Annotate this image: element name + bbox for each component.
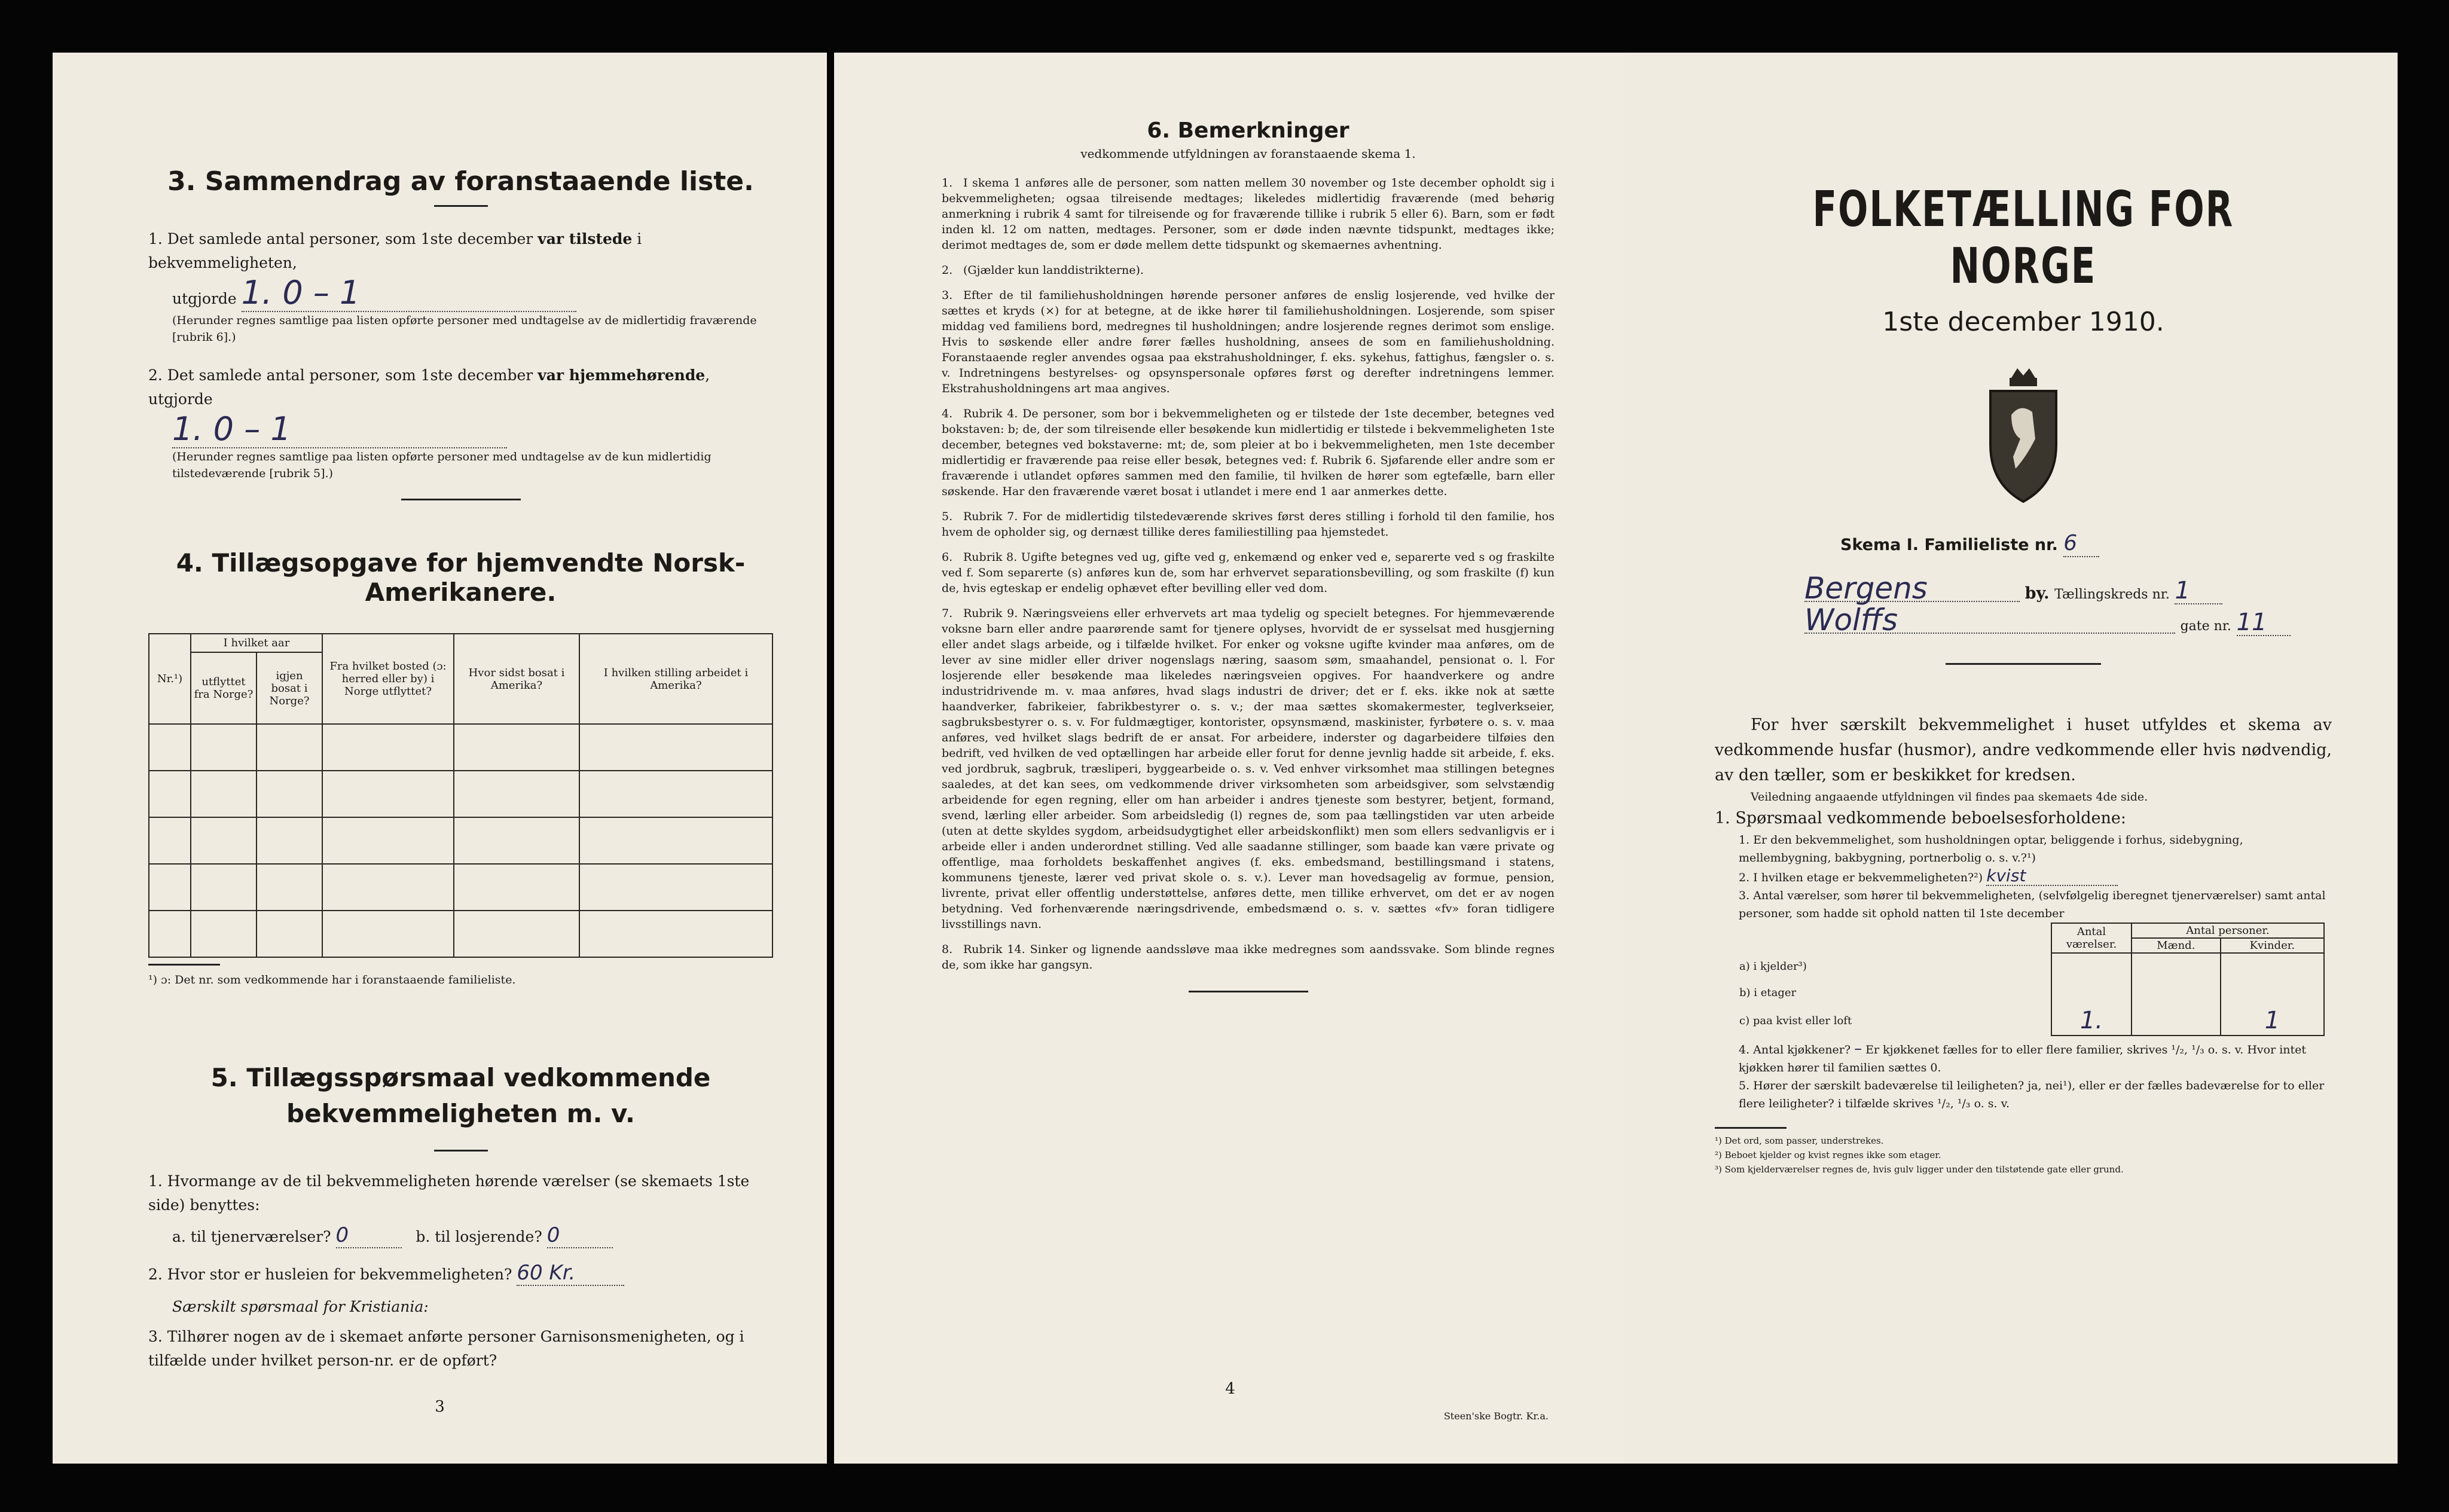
- remark-text: Rubrik 8. Ugifte betegnes ved ug, gifte ved g, enkemænd og enker ved e, separerte ved s og fraskilte ved f. Som separerte (s) anføres kun de, som har erhvervet separationsbevilling, og som fraskilte (f) kun de, hvis egteskap er endelig ophævet efter bevilling eller ved dom.: [942, 551, 1555, 595]
- item-2: [148, 364, 773, 411]
- table-cell[interactable]: [579, 864, 772, 911]
- skema-label: Skema I. Familieliste nr.: [1840, 536, 2058, 554]
- kreds-field[interactable]: 1: [2175, 578, 2222, 604]
- kristiania-heading: Særskilt spørsmaal for Kristiania:: [172, 1298, 429, 1315]
- remark-item: [942, 509, 1555, 540]
- etage-field[interactable]: kvist: [1986, 867, 2118, 886]
- col-hvilket-aar: I hvilket aar: [191, 634, 322, 652]
- item-2-bold: var hjemmehørende: [538, 366, 706, 384]
- table-cell[interactable]: [2051, 953, 2132, 979]
- gate-label: gate nr.: [2180, 619, 2231, 634]
- col-vaerelser: Antal værelser.: [2051, 923, 2132, 953]
- table-cell[interactable]: [454, 771, 579, 817]
- row-c-kvinder[interactable]: 1: [2221, 1006, 2324, 1036]
- remark-text: Rubrik 4. De personer, som bor i bekvemmeligheten og er tilstede der 1ste december, betegnes ved bokstaven: b; de, der som tilreisende eller besøkende kun midlertidig er tilstede i bekvemmeligheten 1ste december, betegnes ved bokstaverne: mt; de, som pleier at bo i bekvemmeligheten, men 1ste december midlertidig er fraværende paa reise eller besøk, betegnes ved: f. Rubrik 6. Sjøfarende eller andre som er fraværende i utlandet opføres sammen med den familie, til hvilken de hører som egtefælle, barn eller søskende. Har den fraværende været bosat i utlandet i mere end 1 aar anmerkes dette.: [942, 407, 1555, 498]
- section-3-title: 3. Sammendrag av foranstaaende liste.: [167, 166, 754, 197]
- footnote-1: ¹) Det ord, som passer, understrekes.: [1715, 1135, 1884, 1146]
- table-cell[interactable]: [2221, 953, 2324, 979]
- row-b-label: b) i etager: [1739, 986, 1797, 999]
- item-1-note: (Herunder regnes samtlige paa listen opførte personer med undtagelse av de midlertidig fraværende [rubrik 6].): [172, 314, 757, 344]
- table-cell[interactable]: [256, 817, 322, 864]
- table-cell[interactable]: [2132, 979, 2221, 1006]
- remark-item: [942, 549, 1555, 596]
- table-cell[interactable]: [256, 771, 322, 817]
- table-cell[interactable]: [191, 817, 256, 864]
- questions-heading: 1. Spørsmaal vedkommende beboelsesforholdene:: [1715, 809, 2126, 827]
- question-r2: [1739, 867, 2332, 887]
- page-3: [53, 53, 827, 1464]
- q1a-answer[interactable]: 0: [336, 1223, 402, 1248]
- item-1-answer[interactable]: 1. 0 – 1: [242, 275, 576, 312]
- kjokken-field[interactable]: –: [1854, 1040, 1862, 1058]
- table-cell[interactable]: [191, 864, 256, 911]
- skema-number[interactable]: 6: [2063, 531, 2099, 557]
- table-cell[interactable]: [579, 724, 772, 771]
- divider: [1189, 991, 1308, 992]
- remark-text: Rubrik 7. For de midlertidig tilstedeværende skrives først deres stilling i forhold til den familie, hos hvem de opholder sig, og dernæst tillike deres familiestilling paa hjemstedet.: [942, 510, 1555, 539]
- remark-item: [942, 288, 1555, 396]
- question-r5: 5. Hører der særskilt badeværelse til leiligheten? ja, nei¹), eller er der fælles badeværelse for to eller flere leiligheter? i tilfælde skrives ¹/₂, ¹/₃ o. s. v.: [1739, 1079, 2325, 1110]
- footnote-rule: [148, 964, 220, 966]
- intro-text: For hver særskilt bekvemmelighet i huset utfyldes et skema av vedkommende husfar (husmor), andre vedkommende eller hvis nødvendig, av den tæller, som er beskikket for kredsen.: [1715, 716, 2332, 784]
- veiledning: Veiledning angaaende utfyldningen vil findes paa skemaets 4de side.: [1751, 790, 2148, 804]
- table-cell[interactable]: [454, 911, 579, 957]
- city-field[interactable]: Bergens: [1804, 576, 2020, 602]
- table-cell[interactable]: [454, 864, 579, 911]
- item-2-answer[interactable]: 1. 0 – 1: [172, 411, 507, 448]
- table-cell[interactable]: [454, 724, 579, 771]
- table-cell[interactable]: [322, 817, 454, 864]
- item-1: [148, 227, 773, 275]
- table-cell[interactable]: [191, 771, 256, 817]
- table-cell[interactable]: [454, 817, 579, 864]
- printer-mark: Steen'ske Bogtr. Kr.a.: [1443, 1410, 1549, 1422]
- table-cell[interactable]: [191, 911, 256, 957]
- col-utflyttet: utflyttet fra Norge?: [191, 652, 256, 724]
- table-cell[interactable]: [2221, 979, 2324, 1006]
- item-1-text: 1. Det samlede antal personer, som 1ste december: [148, 230, 538, 248]
- table-cell[interactable]: [322, 771, 454, 817]
- table-cell[interactable]: [149, 817, 191, 864]
- divider: [434, 1150, 488, 1151]
- divider: [434, 205, 488, 207]
- table-cell[interactable]: [579, 911, 772, 957]
- remark-number: 8.: [942, 943, 953, 956]
- remark-number: 5.: [942, 510, 953, 523]
- remark-item: [942, 942, 1555, 973]
- remark-text: Efter de til familiehusholdningen hørende personer anføres de enslig losjerende, ved hvilke der sættes et kryds (×) for at betegne, at de ikke hører til familiehusholdningen. Losjerende, som spiser middag ved familiens bord, medregnes til husholdningen; andre losjerende regnes derimot som enslige. Hvis to søskende eller andre fører fælles husholdning, ansees de som en familiehusholdning. Foranstaaende regler anvendes ogsaa paa ekstrahusholdninger, f. eks. sykehus, fattighus, fængsler o. s. v. Indretningens bestyrelses- og opsynspersonale opføres først og derefter indretningens lemmer. Ekstrahusholdningens art maa angives.: [942, 289, 1555, 395]
- item-1-answer-row: [172, 275, 773, 312]
- remark-text: Rubrik 14. Sinker og lignende aandssløve maa ikke medregnes som aandssvake. Som blinde regnes de, som ikke har gangsyn.: [942, 943, 1555, 972]
- table-cell[interactable]: [579, 817, 772, 864]
- remarks-list: [942, 175, 1555, 973]
- row-c-label: c) paa kvist eller loft: [1739, 1014, 1852, 1027]
- col-kvinder: Kvinder.: [2221, 938, 2324, 953]
- street-line: [1804, 603, 2332, 639]
- item-1-bold: var tilstede: [538, 230, 633, 248]
- col-personer: Antal personer.: [2132, 923, 2324, 938]
- question-1: 1. Hvormange av de til bekvemmeligheten hørende værelser (se skemaets 1ste side) benyttes:: [148, 1172, 750, 1214]
- item-1-label: utgjorde: [172, 290, 237, 307]
- table-footnote: ¹) ɔ: Det nr. som vedkommende har i foranstaaende familieliste.: [148, 973, 516, 986]
- question-1-answers: [172, 1223, 773, 1249]
- page-number: 3: [435, 1398, 445, 1416]
- q2-label: 2. Hvor stor er husleien for bekvemmeligheten?: [148, 1266, 512, 1283]
- footnote-rule: [1715, 1127, 1787, 1129]
- col-nr: Nr.¹): [149, 634, 191, 724]
- page-number: 4: [1225, 1380, 1235, 1398]
- table-cell[interactable]: [2051, 979, 2132, 1006]
- remarks-subtitle: vedkommende utfyldningen av foranstaaende skema 1.: [1080, 146, 1416, 161]
- remark-text: I skema 1 anføres alle de personer, som natten mellem 30 november og 1ste december opholdt sig i bekvemmeligheten; ogsaa tilreisende medtages; likeledes midlertidig fraværende (med behørig anmerkning i rubrik 4 samt for tilreisende og for fraværende tillike i rubrik 5 eller 6). Barn, som er født inden kl. 12 om natten, medtages. Personer, som er døde inden nævnte tidspunkt, medtages ikke; derimot medtages de, som er døde mellem dette tidspunkt og skemaernes avhentning.: [942, 176, 1555, 252]
- remark-item: [942, 606, 1555, 932]
- street-field[interactable]: Wolffs: [1804, 607, 2175, 634]
- rooms-table: [1739, 923, 2325, 1036]
- table-cell[interactable]: [149, 864, 191, 911]
- question-3: 3. Tilhører nogen av de i skemaet anførte personer Garnisonsmenigheten, og i tilfælde under hvilket person-nr. er de opført?: [148, 1328, 744, 1369]
- item-2-note: (Herunder regnes samtlige paa listen opførte personer med undtagelse av de kun midlertidig tilstedeværende [rubrik 5].): [172, 450, 712, 480]
- remark-item: [942, 175, 1555, 253]
- remark-number: 3.: [942, 289, 953, 302]
- divider: [1946, 663, 2101, 665]
- table-cell[interactable]: [256, 724, 322, 771]
- remark-item: [942, 262, 1555, 278]
- table-cell[interactable]: [2132, 1006, 2221, 1036]
- gate-field[interactable]: 11: [2237, 610, 2291, 636]
- remark-item: [942, 406, 1555, 499]
- remark-number: 7.: [942, 607, 953, 620]
- q-r4-label: 4. Antal kjøkkener?: [1739, 1043, 1851, 1056]
- kreds-label: Tællingskreds nr.: [2054, 587, 2170, 602]
- row-c-vaerelser[interactable]: 1.: [2051, 1006, 2132, 1036]
- table-cell[interactable]: [149, 771, 191, 817]
- question-r3: 3. Antal værelser, som hører til bekvemmeligheten, (selvfølgelig iberegnet tjenerværelser) samt antal personer, som hadde sit ophold natten til 1ste december: [1739, 889, 2326, 920]
- table-cell[interactable]: [191, 724, 256, 771]
- census-date: 1ste december 1910.: [1882, 307, 2164, 337]
- remark-number: 4.: [942, 407, 953, 420]
- col-maend: Mænd.: [2132, 938, 2221, 953]
- q1a-label: a. til tjenerværelser?: [172, 1228, 331, 1245]
- question-2: [148, 1261, 773, 1287]
- remark-number: 2.: [942, 264, 953, 277]
- table-cell[interactable]: [256, 864, 322, 911]
- table-cell[interactable]: [149, 724, 191, 771]
- section-5-title: 5. Tillægsspørsmaal vedkommende bekvemmeligheten m. v.: [210, 1063, 711, 1128]
- table-cell[interactable]: [322, 724, 454, 771]
- remark-number: 1.: [942, 176, 953, 190]
- question-r1: 1. Er den bekvemmelighet, som husholdningen optar, beliggende i forhus, sidebygning, mellembygning, bakbygning, portnerbolig o. s. v.?¹): [1739, 833, 2243, 865]
- footnote-3: ³) Som kjelderværelser regnes de, hvis gulv ligger under den tilstøtende gate eller grund.: [1715, 1164, 2124, 1175]
- q2-answer[interactable]: 60 Kr.: [517, 1261, 624, 1286]
- table-cell[interactable]: [322, 911, 454, 957]
- item-2-text-end: , utgjorde: [148, 366, 710, 408]
- col-igjen: igjen bosat i Norge?: [256, 652, 322, 724]
- footnotes: [1715, 1134, 2332, 1177]
- page-4: [834, 53, 1626, 1464]
- section-4-title: 4. Tillægsopgave for hjemvendte Norsk-Amerikanere.: [176, 548, 746, 607]
- item-1-text-end: i bekvemmeligheten,: [148, 230, 642, 271]
- divider: [401, 499, 521, 500]
- main-title: FOLKETÆLLING FOR NORGE: [1812, 181, 2234, 295]
- remark-number: 6.: [942, 551, 953, 564]
- footnote-2: ²) Beboet kjelder og kvist regnes ikke som etager.: [1715, 1150, 1941, 1160]
- remark-text: Rubrik 9. Næringsveiens eller erhvervets art maa tydelig og specielt betegnes. For hjemmeværende voksne barn eller andre paarørende samt for tjenere oplyses, hvorvidt de er sysselsat med husgjerning eller andet slags arbeide, og i tilfælde hvilket. For enker og voksne ugifte kvinder maa anføres, om de lever av sine midler eller driver nogenslags næring, saasom søm, smaahandel, pensionat o. l. For losjerende eller besøkende maa likeledes næringsveien opgives. For haandverkere og andre industridrivende m. v. maa anføres, hvad slags industri de driver; det er f. eks. ikke nok at sætte haandverker, fabrikeier, fabrikbestyrer o. s. v.; der maa sættes skomakermester, teglverkseier, sagbruksbestyrer o. s. v. For fuldmægtiger, kontorister, opsynsmænd, maskinister, fyrbøtere o. s. v. maa anføres, ved hvilket slags bedrift de er ansat. For arbeidere, inderster og dagarbeidere tilføies den bedrift, ved hvilken de ved optællingen har arbeide eller forut for denne jevnlig hadde sit arbeide, f. eks. ved jordbruk, sagbruk, træsliperi, byggearbeide o. s. v. Ved enhver virksomhet maa stillingen betegnes saaledes, at det kan sees, om vedkommende driver virksomheten som arbeidsgiver, som selvstændig arbeidende for egen regning, eller om han arbeider i andres tjeneste som bestyrer, betjent, formand, svend, lærling eller arbeider. Som arbeidsledig (l) regnes de, som paa tællingstiden var uten arbeide (uten at dette skyldes sygdom, arbeidsudygtighet eller arbeidskonflikt) men som ellers sedvanligvis er i arbeide eller i anden underordnet stilling. Ved alle saadanne stillinger, som baade kan være private og offentlige, maa forholdets beskaffenhet angives (f. eks. embedsmand, bestillingsmand i statens, kommunens tjeneste, lærer ved privat skole o. s. v.). Lever man hovedsagelig av formue, pension, livrente, privat eller offentlig understøttelse, anføres dette, men tillike erhvervet, om det er av nogen betydning. Ved forhenværende næringsdrivende, embedsmænd o. s. v. sættes «fv» foran tidligere livsstillings navn.: [942, 607, 1555, 931]
- coat-of-arms-icon: [1715, 367, 2332, 507]
- q1b-label: b. til losjerende?: [416, 1228, 542, 1245]
- col-stilling: I hvilken stilling arbeidet i Amerika?: [579, 634, 772, 724]
- q-r4-rest: Er kjøkkenet fælles for to eller flere familier, skrives ¹/₂, ¹/₃ o. s. v. Hvor intet kjøkken hører til familien sættes 0.: [1739, 1043, 2307, 1074]
- table-cell[interactable]: [256, 911, 322, 957]
- remark-text: (Gjælder kun landdistrikterne).: [963, 264, 1144, 277]
- table-cell[interactable]: [579, 771, 772, 817]
- col-sidst-bosat: Hvor sidst bosat i Amerika?: [454, 634, 579, 724]
- item-2-answer-row: [172, 411, 773, 448]
- page-1: [1625, 53, 2398, 1464]
- skema-line: [1840, 531, 2332, 558]
- q-r2-label: 2. I hvilken etage er bekvemmeligheten?²): [1739, 871, 1983, 884]
- row-a-label: a) i kjelder³): [1739, 960, 1807, 973]
- table-cell[interactable]: [322, 864, 454, 911]
- table-cell[interactable]: [149, 911, 191, 957]
- norsk-amerikaner-table: [148, 633, 773, 958]
- col-fra-bosted: Fra hvilket bosted (ɔ: herred eller by) i Norge utflyttet?: [322, 634, 454, 724]
- q1b-answer[interactable]: 0: [547, 1223, 613, 1248]
- by-label: by.: [2024, 584, 2050, 603]
- table-cell[interactable]: [2132, 953, 2221, 979]
- question-r4: [1739, 1040, 2332, 1077]
- item-2-text: 2. Det samlede antal personer, som 1ste december: [148, 366, 538, 384]
- remarks-title: 6. Bemerkninger: [1147, 118, 1349, 143]
